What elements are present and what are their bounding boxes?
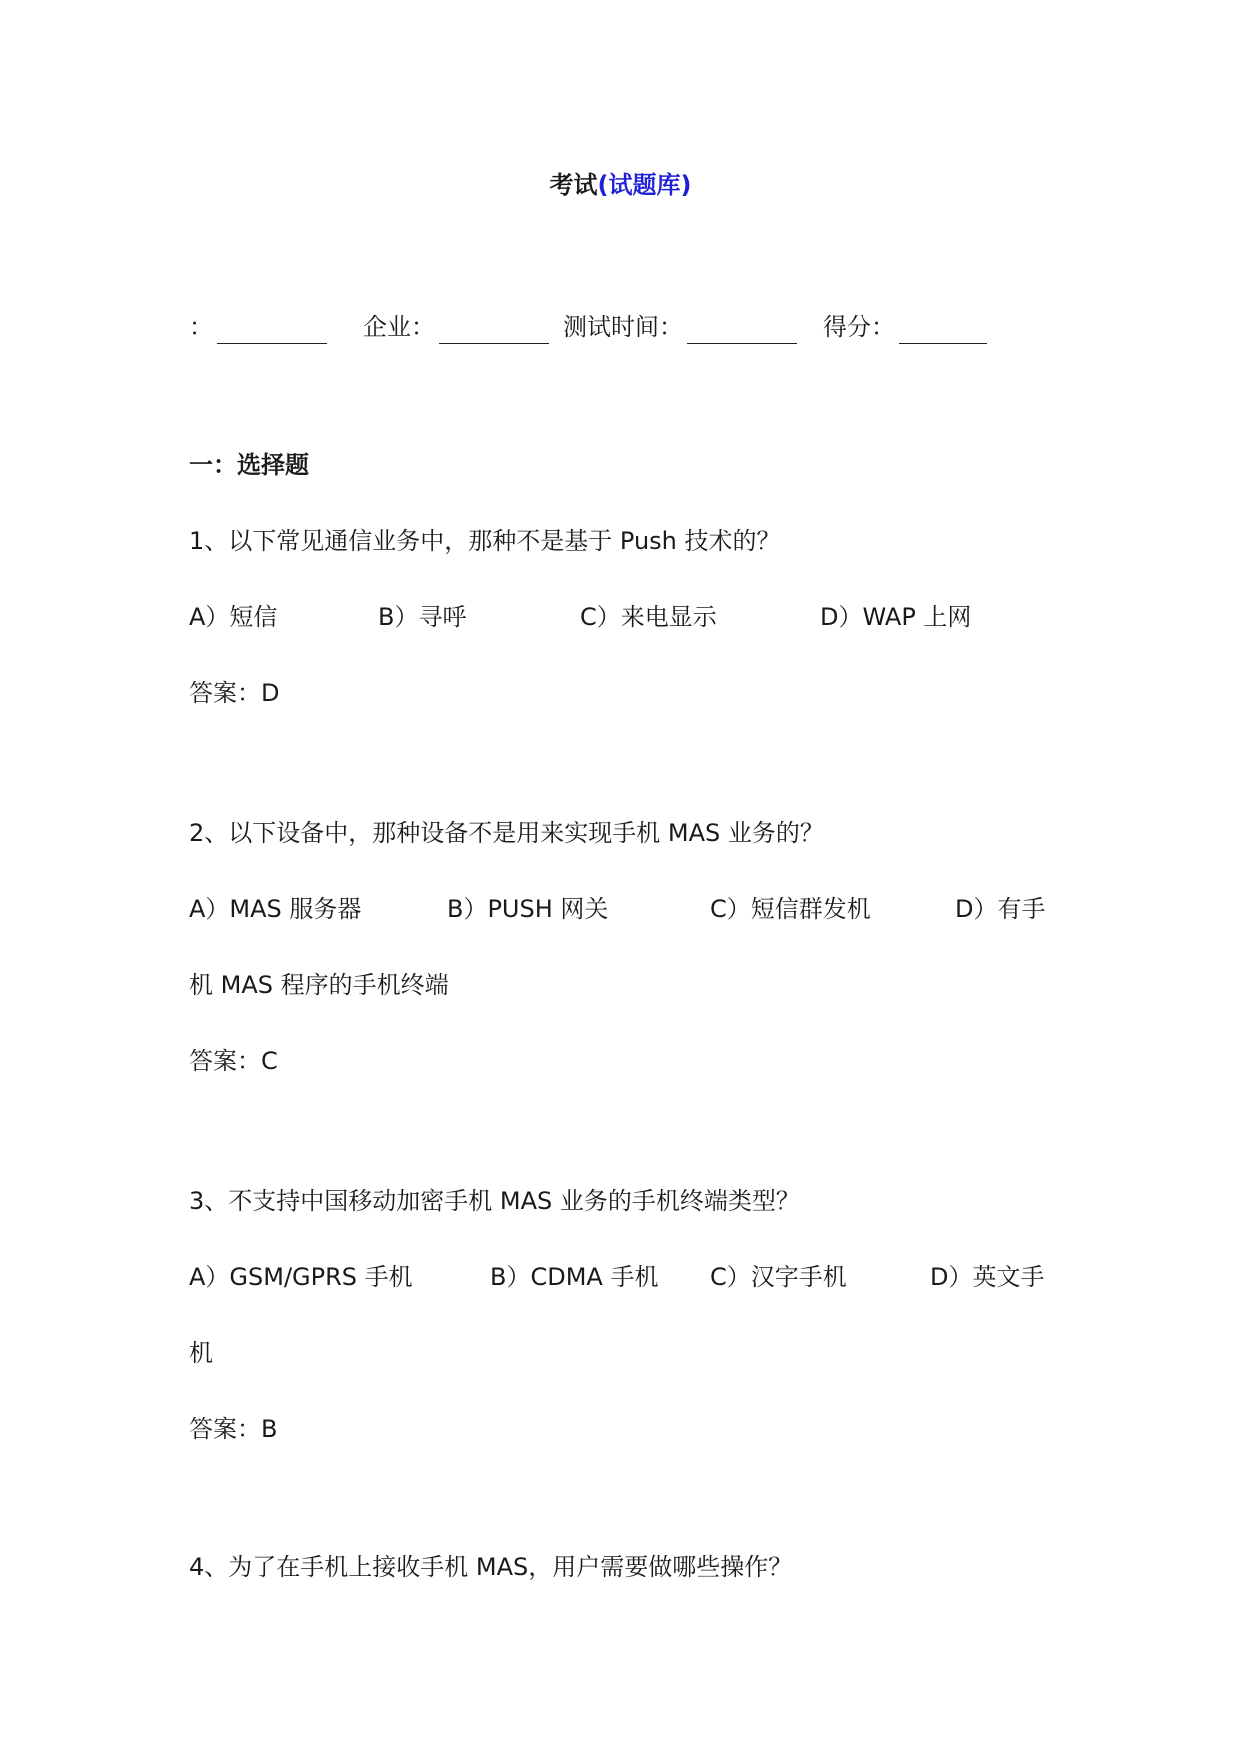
info-label-name: ： (189, 313, 213, 341)
q2-option-c: C）短信群发机 (710, 895, 871, 923)
q2-option-d: D）有手 (955, 895, 1046, 923)
info-field-score[interactable] (823, 310, 987, 344)
info-field-name[interactable] (189, 310, 327, 344)
question-2-stem: 2、以下设备中，那种设备不是用来实现手机 MAS 业务的？ (189, 819, 824, 847)
question-4-stem: 4、为了在手机上接收手机 MAS，用户需要做哪些操作？ (189, 1553, 793, 1581)
q1-answer: 答案：D (189, 679, 280, 707)
section-heading: 一：选择题 (189, 451, 309, 479)
blank-line[interactable] (687, 317, 797, 344)
blank-line[interactable] (899, 317, 987, 344)
q2-option-b: B）PUSH 网关 (447, 895, 609, 923)
q3-option-b: B）CDMA 手机 (490, 1263, 659, 1291)
q3-option-c: C）汉字手机 (710, 1263, 847, 1291)
title-paren: (试题库) (597, 171, 692, 199)
q1-option-a: A）短信 (189, 603, 278, 631)
blank-line[interactable] (439, 317, 549, 344)
q1-option-b: B）寻呼 (378, 603, 467, 631)
info-label-test-time: 测试时间： (563, 313, 683, 341)
title-main: 考试 (549, 171, 598, 199)
q2-option-continuation: 机 MAS 程序的手机终端 (189, 971, 449, 999)
q1-option-c: C）来电显示 (580, 603, 717, 631)
question-1-stem: 1、以下常见通信业务中，那种不是基于 Push 技术的？ (189, 527, 781, 555)
question-3-stem: 3、不支持中国移动加密手机 MAS 业务的手机终端类型？ (189, 1187, 800, 1215)
info-label-company: 企业： (363, 313, 435, 341)
q3-option-a: A）GSM/GPRS 手机 (189, 1263, 413, 1291)
info-label-score: 得分： (823, 313, 895, 341)
q3-option-continuation: 机 (189, 1339, 213, 1367)
q2-option-a: A）MAS 服务器 (189, 895, 362, 923)
q3-answer: 答案：B (189, 1415, 278, 1443)
blank-line[interactable] (217, 317, 327, 344)
info-field-company[interactable] (363, 310, 549, 344)
q2-answer: 答案：C (189, 1047, 278, 1075)
page-title (0, 168, 1241, 202)
info-field-test-time[interactable] (563, 310, 797, 344)
q1-option-d: D）WAP 上网 (820, 603, 972, 631)
q3-option-d: D）英文手 (930, 1263, 1045, 1291)
